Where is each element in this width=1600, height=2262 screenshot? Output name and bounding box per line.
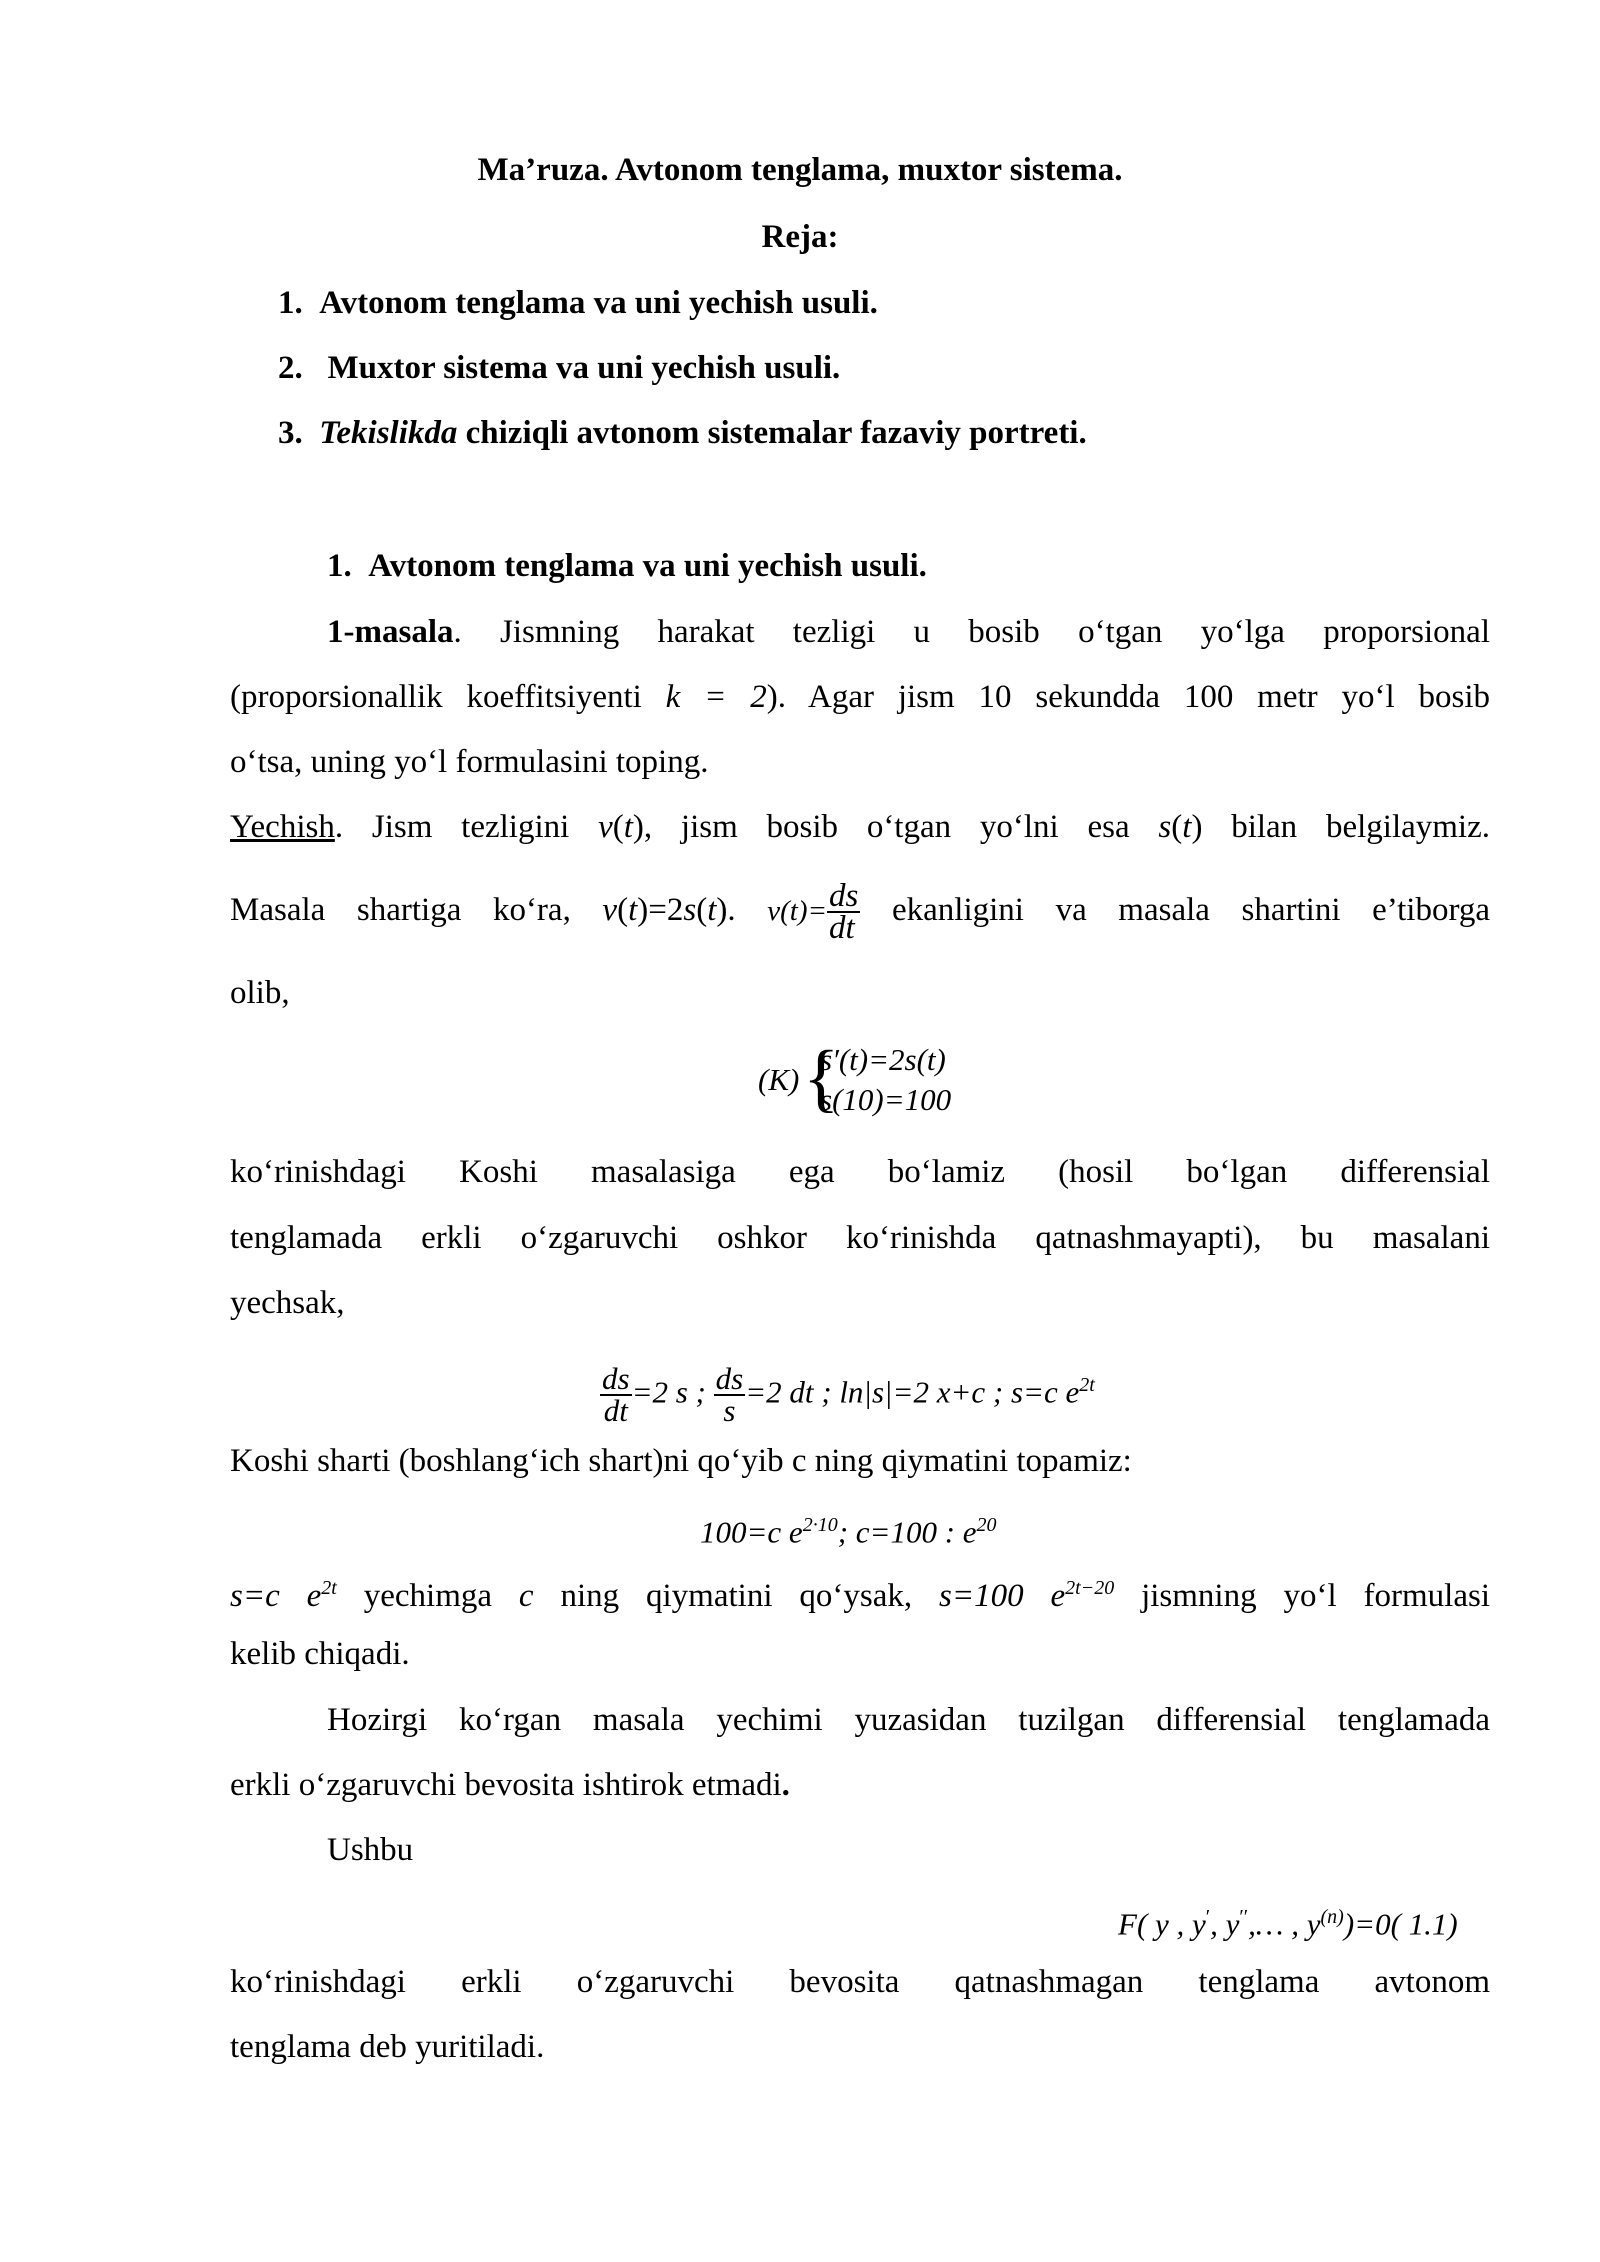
equation-constant: 100=c $e^{2\cdot 10}$; c=100 : $e^{20}$ — [700, 1514, 997, 1550]
problem-line-3: o‘tsa, uning yo‘l formulasini toping. — [230, 744, 709, 780]
fraction-ds-dt: $\frac{ds}{dt}$ — [829, 878, 859, 947]
document-page: Ma’ruza. Avtonom tenglama, muxtor sistema. Reja: 1. Avtonom tenglama va uni yechish usuli. 2. Muxtor sistema va uni yechish usuli. 3. Tekislikda chiziqli avtonom sistemalar fazaviy portreti. 1. Avtonom tenglama va uni yechish usuli. 1-masala. Jismning harakat tezligi u bosib o‘tgan yo‘lga proporsional (proporsionallik koeffitsiyenti k = 2). Agar jism 10 sekundda 100 metr yo‘l bosib o‘tsa, uning yo‘l formulasini toping. Yechish. Jism tezligini v(t), jism bosib o‘tgan yo‘lni esa s(t) bilan belgilaymiz. Masala shartiga ko‘ra, v(t)=2s(t). v(t)= $\frac{ds}{dt}$ ekanligini va masala shartini e’tiborga olib, (K) { s′(t)=2s(t) s(10)=100 ko‘rinishdagi Koshi masalasiga ega bo‘lamiz (hosil bo‘lgan differensial tenglamada erkli o‘zgaruvchi oshkor ko‘rinishda qatnashmayapti), bu masalani yechsak, $\frac{ds}{dt}$ =2 s ; $\frac{ds}{s}$ =2 dt ; ln|s|=2 x+c ; s=c $e^{2t}$ Koshi sharti (boshlang‘ich shart)ni qo‘yib c ning qiymatini topamiz: 100=c $e^{2\cdot 10}$; c=100 : $e^{20}$ s=c $e^{2t}$ yechimga c ning qiymatini qo‘ysak, s=100 $e^{2t-20}$ jismning yo‘l formulasi kelib chiqadi. Hozirgi ko‘rgan masala yechimi yuzasidan tuzilgan differensial tenglamada erkli o‘zgaruvchi bevosita ishtirok etmadi. Ushbu F( y , y′, y′′,… , $y^{(n)})=0$( 1.1) ko‘rinishdagi erkli o‘zgaruvchi bevosita qatnashmagan tenglama avtonom tenglama deb yuritiladi. — [0, 0, 1600, 2262]
para6: Ushbu — [327, 1832, 414, 1868]
system-brace: { — [803, 1036, 840, 1120]
para4-line-1: s=c $e^{2t}$ yechimga c ning qiymatini qo‘ysak, s=100 $e^{2t-20}$ jismning yo‘l formulasi — [230, 1577, 1491, 1614]
para2-line-1: ko‘rinishdagi Koshi masalasiga ega bo‘lamiz (hosil bo‘lgan differensial — [230, 1154, 1490, 1190]
plan-item-3: 3. Tekislikda chiziqli avtonom sistemalar fazaviy portreti. — [278, 415, 1087, 451]
solution-line-3: olib, — [230, 975, 290, 1011]
section-heading: 1. Avtonom tenglama va uni yechish usuli. — [327, 548, 927, 584]
para4-line-2: kelib chiqadi. — [230, 1636, 410, 1672]
plan-heading: Reja: — [761, 219, 839, 255]
problem-line-2: (proporsionallik koeffitsiyenti k = 2). Agar jism 10 sekundda 100 metr yo‘l bosib — [230, 679, 1490, 715]
solution-line-2: Masala shartiga ko‘ra, v(t)=2s(t). v(t)= $\frac{ds}{dt}$ ekanligini va masala shartini e’tiborga — [230, 878, 1491, 947]
para3: Koshi sharti (boshlang‘ich shart)ni qo‘yib c ning qiymatini topamiz: — [230, 1443, 1132, 1479]
para2-line-2: tenglamada erkli o‘zgaruvchi oshkor ko‘rinishda qatnashmayapti), bu masalani — [230, 1220, 1490, 1256]
equation-autonomous: F( y , y′, y′′,… , $y^{(n)})=0$( 1.1) — [1118, 1906, 1458, 1942]
page-title: Ma’ruza. Avtonom tenglama, muxtor sistema. — [477, 152, 1123, 188]
para5-line-2: erkli o‘zgaruvchi bevosita ishtirok etmadi. — [230, 1767, 790, 1803]
equation-separation: $\frac{ds}{dt}$ =2 s ; $\frac{ds}{s}$ =2 dt ; ln|s|=2 x+c ; s=c $e^{2t}$ — [602, 1361, 1095, 1429]
plan-item-1: 1. Avtonom tenglama va uni yechish usuli. — [278, 285, 878, 321]
problem-line-1: 1-masala. Jismning harakat tezligi u bosib o‘tgan yo‘lga proporsional — [327, 614, 1490, 650]
para2-line-3: yechsak, — [230, 1285, 345, 1321]
solution-line-1: Yechish. Jism tezligini v(t), jism bosib o‘tgan yo‘lni esa s(t) bilan belgilaymiz. — [230, 809, 1490, 845]
para5-line-1: Hozirgi ko‘rgan masala yechimi yuzasidan tuzilgan differensial tenglamada — [327, 1702, 1490, 1738]
para7-line-1: ko‘rinishdagi erkli o‘zgaruvchi bevosita qatnashmagan tenglama avtonom — [230, 1964, 1490, 2000]
plan-item-2: 2. Muxtor sistema va uni yechish usuli. — [278, 350, 841, 386]
para7-line-2: tenglama deb yuritiladi. — [230, 2029, 545, 2065]
